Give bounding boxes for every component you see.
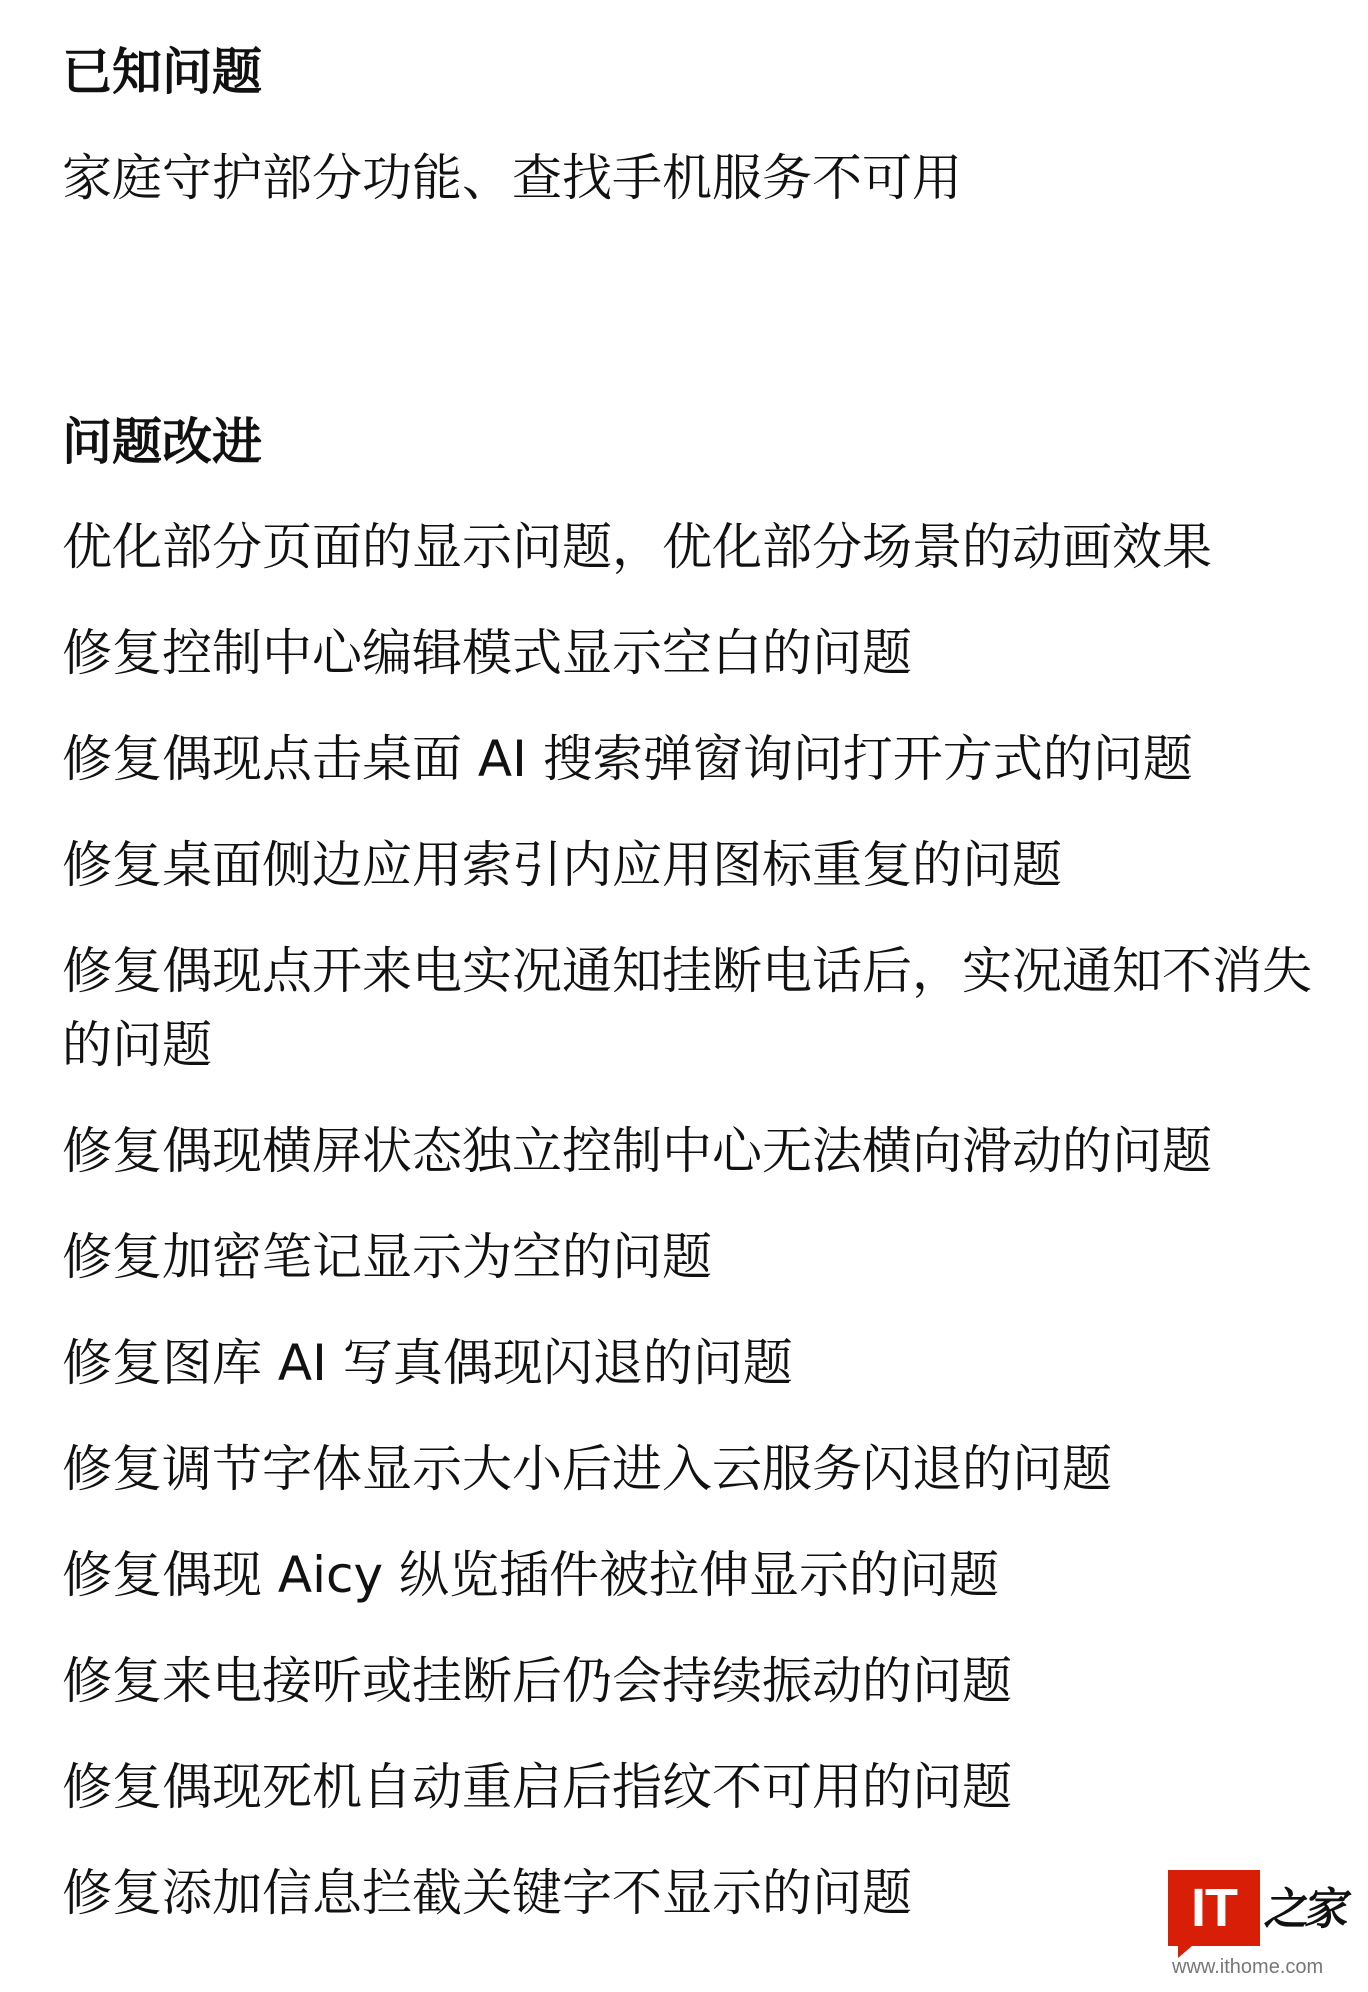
improvement-item: 修复偶现点击桌面 AI 搜索弹窗询问打开方式的问题 bbox=[62, 730, 1193, 788]
improvement-item: 修复桌面侧边应用索引内应用图标重复的问题 bbox=[62, 836, 1062, 894]
ithome-watermark-logo bbox=[1168, 1870, 1356, 1980]
known-issue-item: 家庭守护部分功能、查找手机服务不可用 bbox=[62, 149, 962, 207]
improvement-item: 修复调节字体显示大小后进入云服务闪退的问题 bbox=[62, 1440, 1112, 1498]
logo-calligraphy: 之家 bbox=[1261, 1884, 1351, 1935]
improvement-item: 修复控制中心编辑模式显示空白的问题 bbox=[62, 624, 912, 682]
improvements-list bbox=[62, 510, 1322, 1962]
improvement-item: 修复偶现死机自动重启后指纹不可用的问题 bbox=[62, 1758, 1012, 1816]
improvement-item: 修复图库 AI 写真偶现闪退的问题 bbox=[62, 1334, 793, 1392]
watermark-url: www.ithome.com bbox=[1172, 1956, 1324, 1978]
improvements-heading: 问题改进 bbox=[62, 413, 262, 471]
improvement-item: 修复偶现点开来电实况通知挂断电话后，实况通知不消失的问题 bbox=[62, 942, 1312, 1074]
improvement-item: 修复偶现横屏状态独立控制中心无法横向滑动的问题 bbox=[62, 1122, 1212, 1180]
known-issues-heading: 已知问题 bbox=[62, 43, 262, 101]
improvement-item: 修复来电接听或挂断后仍会持续振动的问题 bbox=[62, 1652, 1012, 1710]
improvement-item: 优化部分页面的显示问题，优化部分场景的动画效果 bbox=[62, 518, 1212, 576]
logo-it-letters: IT bbox=[1191, 1878, 1237, 1938]
improvement-item: 修复添加信息拦截关键字不显示的问题 bbox=[62, 1864, 912, 1922]
improvement-item: 修复加密笔记显示为空的问题 bbox=[62, 1228, 712, 1286]
improvement-item: 修复偶现 Aicy 纵览插件被拉伸显示的问题 bbox=[62, 1546, 999, 1604]
